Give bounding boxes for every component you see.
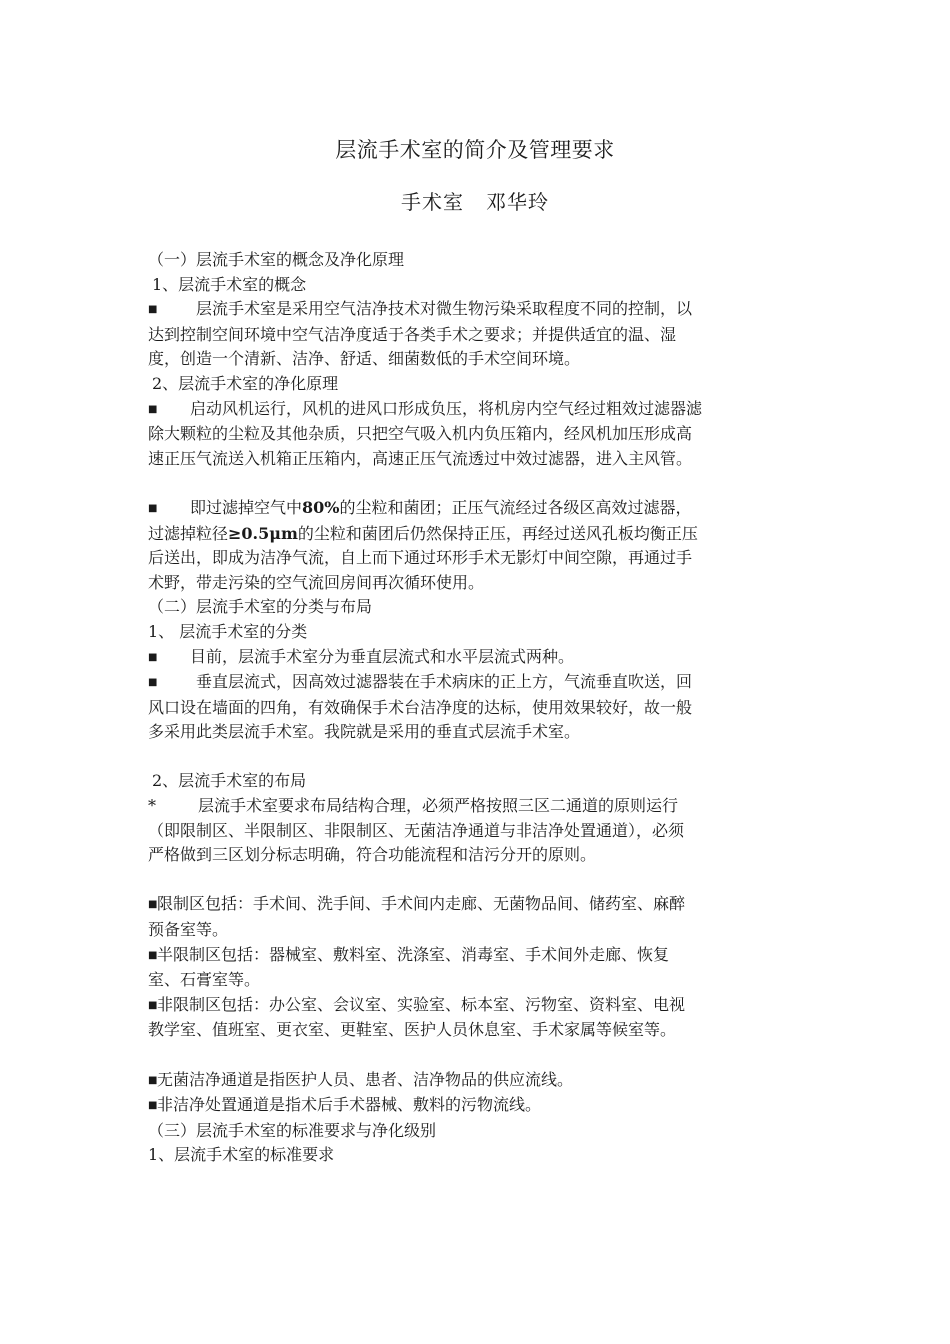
- paragraph-concept-line-3: 度，创造一个清新、洁净、舒适、细菌数低的手术空间环境。: [148, 349, 581, 369]
- channel-dirty: ■非洁净处置通道是指术后手术器械、敷料的污物流线。: [148, 1093, 808, 1119]
- paragraph-principle-line-2: 除大颗粒的尘粒及其他杂质，只把空气吸入机内负压箱内，经风机加压形成高: [148, 424, 693, 444]
- bullet-icon: ■: [148, 403, 158, 415]
- bullet-icon: ■: [148, 304, 158, 316]
- bullet-icon: ■: [148, 502, 158, 514]
- bullet-icon: ■: [148, 899, 158, 911]
- author-department: 手术室: [401, 190, 464, 214]
- zone-unrestricted-line-1: ■非限制区包括：办公室、会议室、实验室、标本室、污物室、资料室、电视: [148, 993, 808, 1019]
- paragraph-filter-line-2: 过滤掉粒径≥0.5μm的尘粒和菌团后仍然保持正压，再经过送风孔板均衡正压: [148, 523, 698, 543]
- percent-value: 80%: [302, 497, 340, 517]
- section-1-heading: （一）层流手术室的概念及净化原理: [148, 250, 405, 269]
- paragraph-principle-line-3: 速正压气流送入机箱正压箱内，高速正压气流透过中效过滤器，进入主风管。: [148, 448, 693, 468]
- section-2-2-heading: 2、层流手术室的布局: [152, 771, 307, 791]
- paragraph-filter-line-1: ■ 即过滤掉空气中80%的尘粒和菌团；正压气流经过各级区高效过滤器，: [148, 496, 808, 522]
- bullet-icon: ■: [148, 677, 158, 689]
- document-title: 层流手术室的简介及管理要求: [335, 138, 615, 162]
- paragraph-filter-line-4: 术野，带走污染的空气流回房间再次循环使用。: [148, 572, 485, 592]
- star-icon: *: [148, 796, 156, 816]
- bullet-icon: ■: [148, 949, 158, 961]
- section-2-1-heading: 1、 层流手术室的分类: [148, 621, 308, 641]
- paragraph-filter-line-3: 后送出，即成为洁净气流，自上而下通过环形手术无影灯中间空隙，再通过手: [148, 548, 693, 568]
- section-3-1-heading: 1、层流手术室的标准要求: [148, 1145, 335, 1165]
- zone-semi-restricted-line-2: 室、石膏室等。: [148, 970, 261, 990]
- author-name: 邓华玲: [486, 190, 549, 214]
- paragraph-vertical-line-1: ■ 垂直层流式，因高效过滤器装在手术病床的正上方，气流垂直吹送，回: [148, 670, 808, 696]
- section-1-2-heading: 2、层流手术室的净化原理: [152, 373, 339, 393]
- zone-restricted-line-2: 预备室等。: [148, 920, 229, 940]
- paragraph-layout-line-1: * 层流手术室要求布局结构合理，必须严格按照三区二通道的原则运行: [148, 794, 808, 819]
- bullet-icon: ■: [148, 999, 158, 1011]
- paragraph-concept-line-2: 达到控制空间环境中空气洁净度适于各类手术之要求；并提供适宜的温、湿: [148, 324, 677, 344]
- paragraph-types-line-1: ■ 目前，层流手术室分为垂直层流式和水平层流式两种。: [148, 645, 808, 671]
- paragraph-vertical-line-2: 风口设在墙面的四角，有效确保手术台洁净度的达标，使用效果较好，故一般: [148, 697, 693, 717]
- paragraph-layout-line-2: （即限制区、半限制区、非限制区、无菌洁净通道与非洁净处置通道），必须: [148, 820, 685, 840]
- section-2-heading: （二）层流手术室的分类与布局: [148, 597, 373, 617]
- channel-clean: ■无菌洁净通道是指医护人员、患者、洁净物品的供应流线。: [148, 1068, 808, 1094]
- document-body: [148, 248, 808, 1168]
- bullet-icon: ■: [148, 651, 158, 663]
- bullet-icon: ■: [148, 1100, 158, 1112]
- bullet-icon: ■: [148, 1074, 158, 1086]
- zone-unrestricted-line-2: 教学室、值班室、更衣室、更鞋室、医护人员休息室、手术家属等候室等。: [148, 1020, 677, 1040]
- paragraph-principle-line-1: ■ 启动风机运行，风机的进风口形成负压，将机房内空气经过粗效过滤器滤: [148, 397, 808, 423]
- author-line: [0, 186, 950, 215]
- paragraph-layout-line-3: 严格做到三区划分标志明确，符合功能流程和洁污分开的原则。: [148, 845, 597, 865]
- paragraph-vertical-line-3: 多采用此类层流手术室。我院就是采用的垂直式层流手术室。: [148, 722, 581, 742]
- particle-size-value: ≥0.5μm: [228, 523, 298, 543]
- zone-restricted-line-1: ■限制区包括：手术间、洗手间、手术间内走廊、无菌物品间、储药室、麻醉: [148, 892, 808, 918]
- zone-semi-restricted-line-1: ■半限制区包括：器械室、敷料室、洗涤室、消毒室、手术间外走廊、恢复: [148, 943, 808, 969]
- paragraph-concept-line-1: ■ 层流手术室是采用空气洁净技术对微生物污染采取程度不同的控制，以: [148, 297, 808, 323]
- section-1-1-heading: 1、层流手术室的概念: [152, 274, 307, 294]
- section-3-heading: （三）层流手术室的标准要求与净化级别: [148, 1120, 437, 1140]
